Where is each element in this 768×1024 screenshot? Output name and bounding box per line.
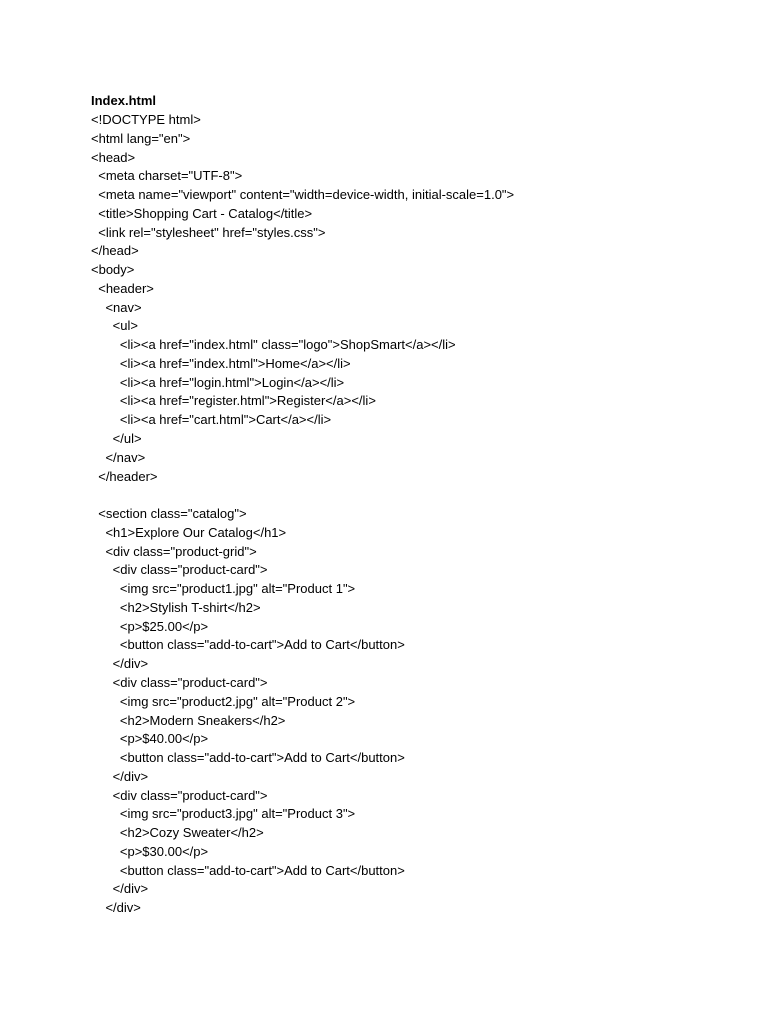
code-line: <div class="product-card">: [91, 562, 268, 578]
code-line: </header>: [91, 468, 158, 484]
document-title: Index.html: [91, 93, 157, 108]
code-line: </div>: [91, 900, 141, 916]
blank-line: [91, 486, 751, 505]
code-line: <ul>: [91, 318, 138, 334]
code-line: <button class="add-to-cart">Add to Cart</button>: [91, 750, 405, 766]
code-line: <img src="product3.jpg" alt="Product 3">: [91, 806, 356, 822]
code-line: <img src="product2.jpg" alt="Product 2">: [91, 693, 356, 709]
code-line: <h2>Stylish T-shirt</h2>: [91, 599, 261, 615]
code-line: <head>: [91, 149, 136, 165]
code-listing: [91, 111, 751, 918]
code-line: <li><a href="index.html">Home</a></li>: [91, 355, 351, 371]
code-line: <title>Shopping Cart - Catalog</title>: [91, 205, 313, 221]
code-line: <h1>Explore Our Catalog</h1>: [91, 524, 287, 540]
code-line: <body>: [91, 262, 135, 278]
code-line: </div>: [91, 768, 149, 784]
code-line: </div>: [91, 881, 149, 897]
code-line: <h2>Modern Sneakers</h2>: [91, 712, 286, 728]
code-line: <h2>Cozy Sweater</h2>: [91, 825, 264, 841]
code-line: <li><a href="cart.html">Cart</a></li>: [91, 412, 332, 428]
code-line: <p>$40.00</p>: [91, 731, 209, 747]
code-line: <div class="product-grid">: [91, 543, 257, 559]
code-line: <section class="catalog">: [91, 506, 247, 522]
code-line: <li><a href="index.html" class="logo">ShopSmart</a></li>: [91, 337, 456, 353]
code-line: <li><a href="register.html">Register</a></li>: [91, 393, 376, 409]
code-line: <header>: [91, 280, 154, 296]
code-line: <!DOCTYPE html>: [91, 112, 201, 127]
code-line: <meta name="viewport" content="width=device-width, initial-scale=1.0">: [91, 187, 515, 203]
code-line: <div class="product-card">: [91, 674, 268, 690]
code-line: <p>$30.00</p>: [91, 843, 209, 859]
code-line: </head>: [91, 243, 139, 259]
code-line: </ul>: [91, 431, 142, 447]
code-line: <img src="product1.jpg" alt="Product 1">: [91, 581, 356, 597]
code-line: <p>$25.00</p>: [91, 618, 209, 634]
code-line: <nav>: [91, 299, 142, 315]
code-line: <html lang="en">: [91, 130, 191, 146]
code-line: <button class="add-to-cart">Add to Cart</button>: [91, 862, 405, 878]
code-line: <button class="add-to-cart">Add to Cart</button>: [91, 637, 405, 653]
code-line: <link rel="stylesheet" href="styles.css">: [91, 224, 326, 240]
code-line: <div class="product-card">: [91, 787, 268, 803]
code-line: </div>: [91, 656, 149, 672]
code-line: </nav>: [91, 449, 146, 465]
code-line: <meta charset="UTF-8">: [91, 168, 243, 184]
code-line: <li><a href="login.html">Login</a></li>: [91, 374, 345, 390]
